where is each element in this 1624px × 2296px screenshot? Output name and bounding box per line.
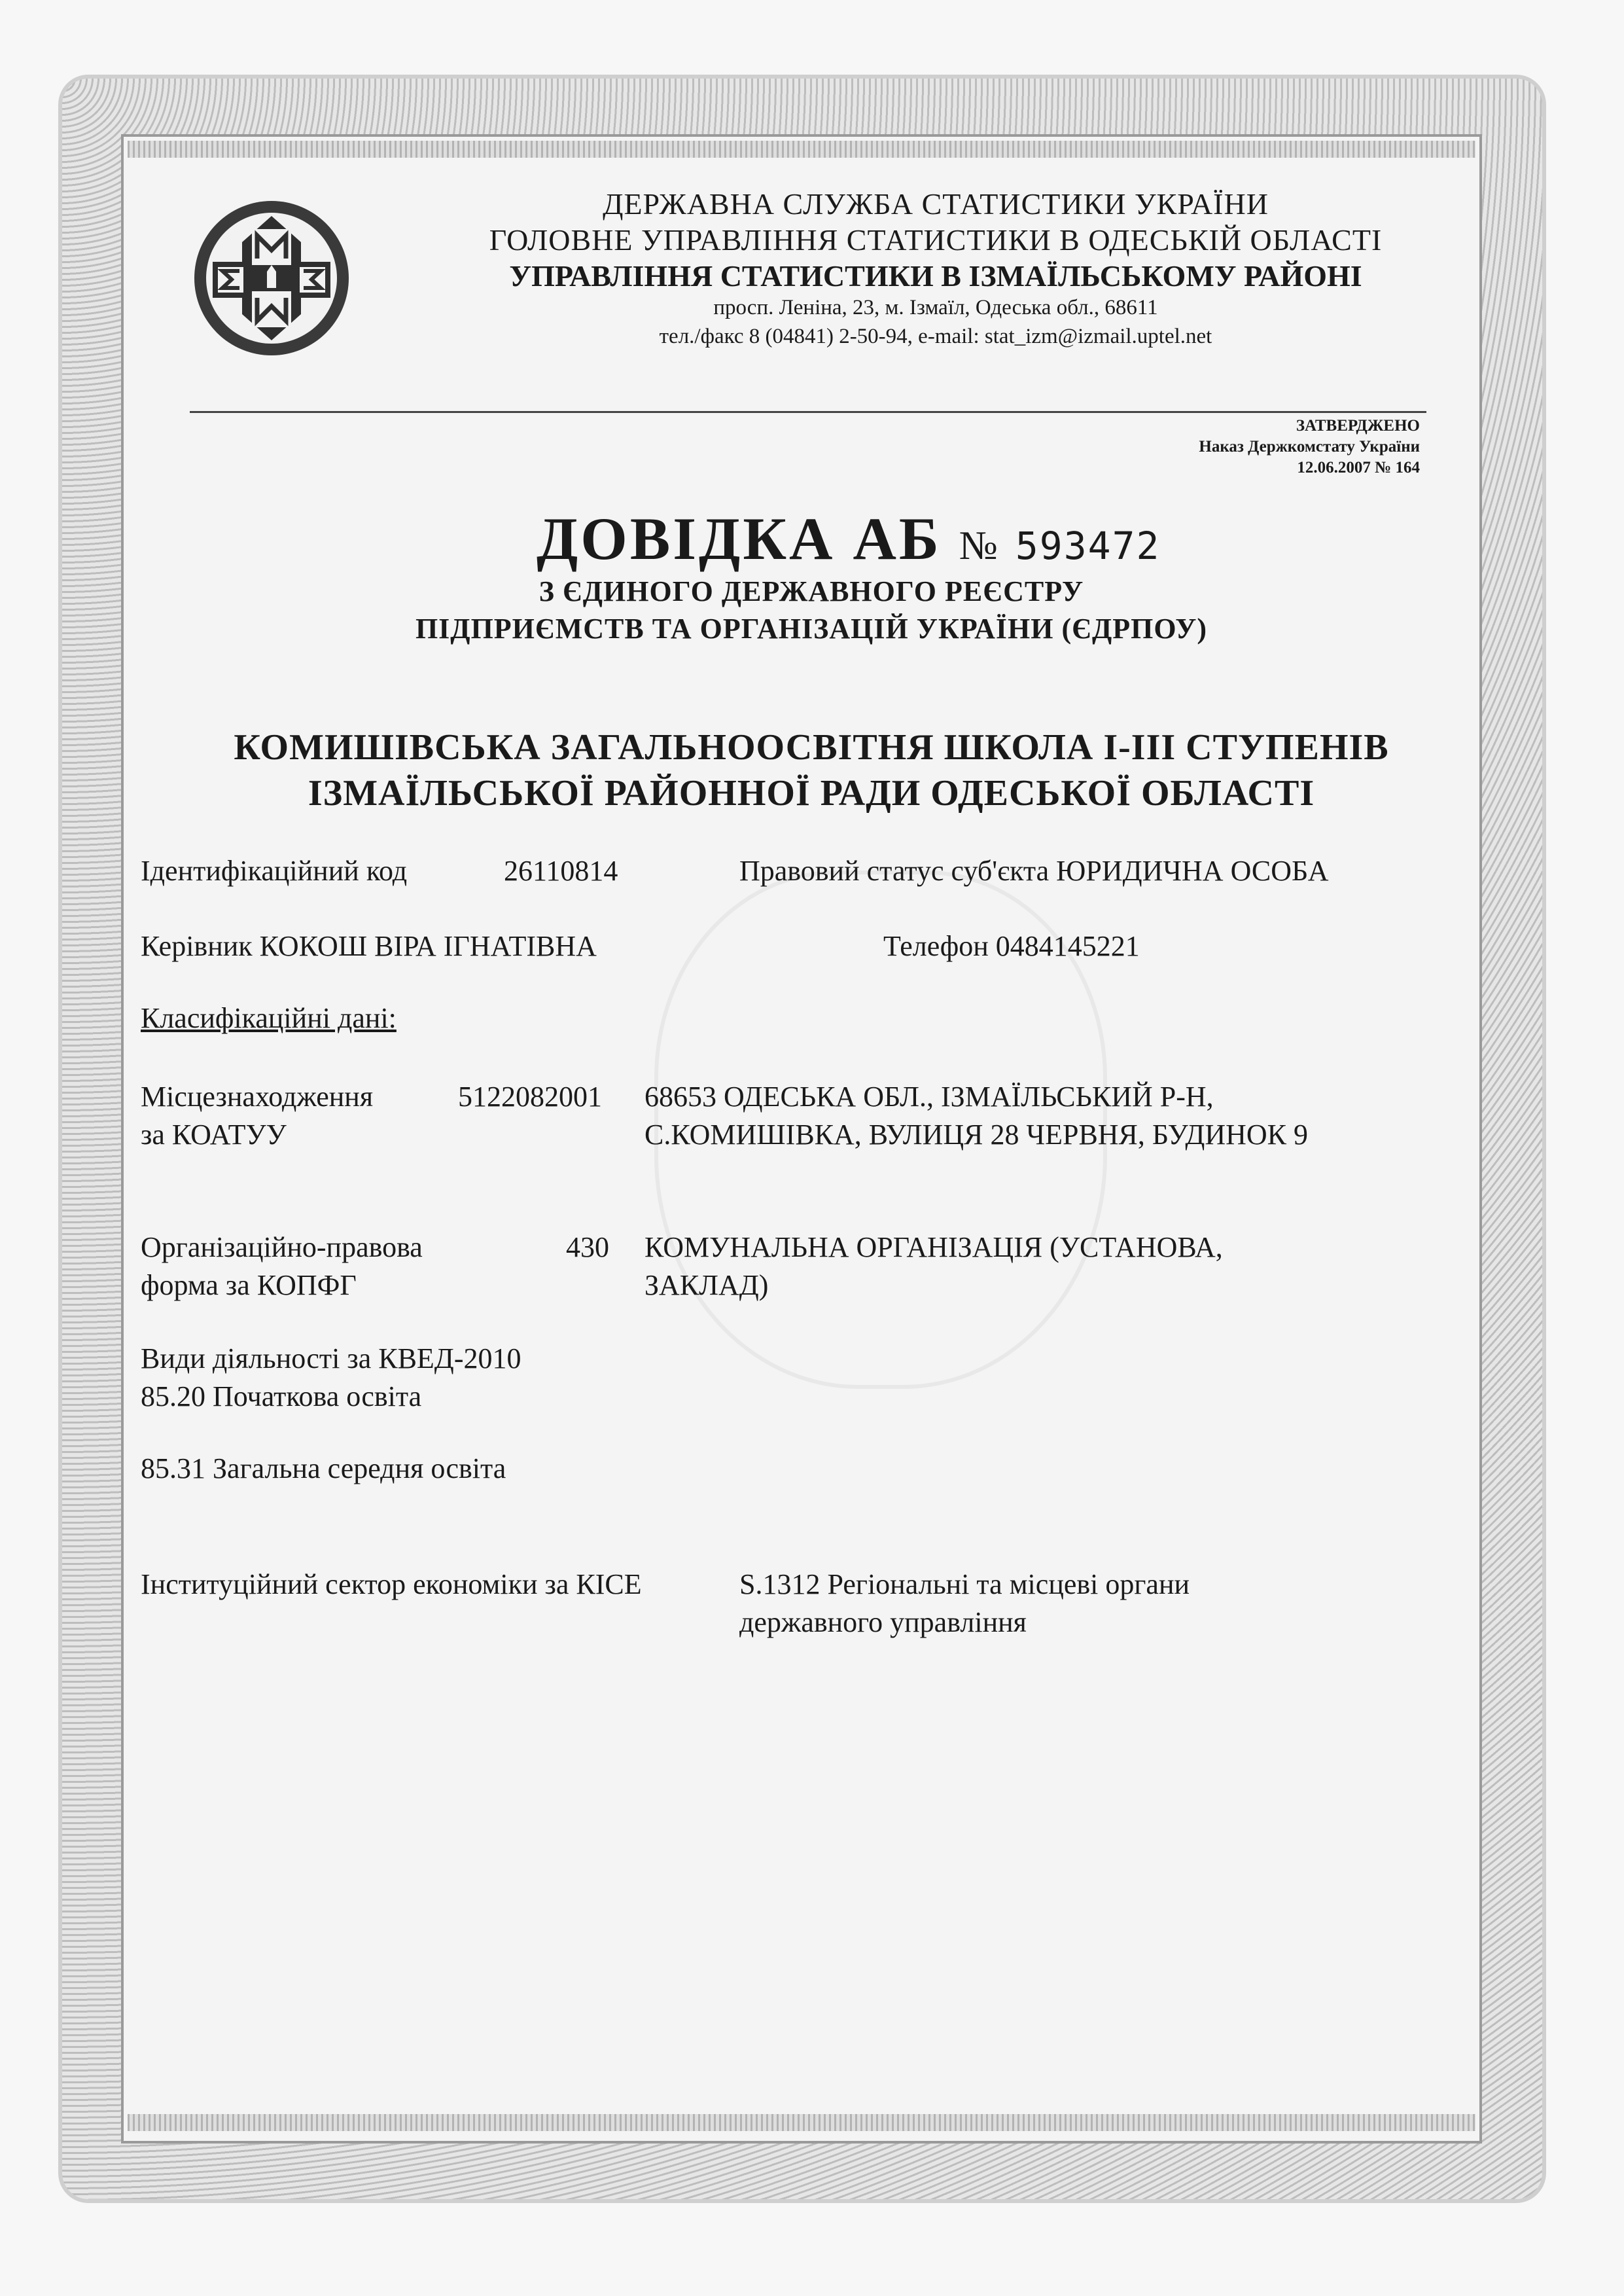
- phone: Телефон 0484145221: [883, 930, 1140, 962]
- org-contacts: тел./факс 8 (04841) 2-50-94, e-mail: stat_izm@izmail.uptel.net: [659, 325, 1212, 348]
- location-label-1: Місцезнаходження: [141, 1081, 374, 1113]
- org-address: просп. Леніна, 23, м. Ізмаїл, Одеська обл., 68611: [713, 296, 1158, 319]
- document-number: 593472: [1015, 524, 1161, 568]
- document-subtitle-2: ПІДПРИЄМСТВ ТА ОРГАНІЗАЦІЙ УКРАЇНИ (ЄДРПОУ): [415, 613, 1208, 645]
- id-code-value: 26110814: [504, 855, 618, 887]
- entity-name-line-1: КОМИШІВСЬКА ЗАГАЛЬНООСВІТНЯ ШКОЛА І-ІІІ СТУПЕНІВ: [234, 727, 1389, 768]
- head-of-entity: Керівник КОКОШ ВІРА ІГНАТІВНА: [141, 930, 597, 962]
- legal-form-value-1: КОМУНАЛЬНА ОРГАНІЗАЦІЯ (УСТАНОВА,: [644, 1231, 1223, 1263]
- org-line-3: УПРАВЛІННЯ СТАТИСТИКИ В ІЗМАЇЛЬСЬКОМУ РАЙОНІ: [509, 259, 1362, 293]
- kved-label: Види діяльності за КВЕД-2010: [141, 1342, 521, 1374]
- koatuu-code: 5122082001: [458, 1081, 602, 1113]
- frame-band-top: [128, 141, 1475, 158]
- kopfg-code: 430: [566, 1231, 609, 1263]
- kise-value-2: державного управління: [739, 1606, 1027, 1638]
- kved-activity-1: 85.20 Початкова освіта: [141, 1380, 422, 1412]
- approved-block: [1112, 416, 1420, 478]
- kise-value-1: S.1312 Регіональні та місцеві органи: [739, 1568, 1190, 1600]
- document-title-text: ДОВІДКА АБ: [537, 505, 942, 572]
- kise-label: Інституційний сектор економіки за КІСЕ: [141, 1568, 642, 1600]
- address-line-1: 68653 ОДЕСЬКА ОБЛ., ІЗМАЇЛЬСЬКИЙ Р-Н,: [644, 1081, 1214, 1113]
- org-line-1: ДЕРЖАВНА СЛУЖБА СТАТИСТИКИ УКРАЇНИ: [603, 187, 1269, 221]
- document-title: [537, 504, 1160, 573]
- header-divider: [190, 411, 1426, 413]
- org-line-2: ГОЛОВНЕ УПРАВЛІННЯ СТАТИСТИКИ В ОДЕСЬКІЙ ОБЛАСТІ: [489, 223, 1383, 257]
- entity-name-line-2: ІЗМАЇЛЬСЬКОЇ РАЙОННОЇ РАДИ ОДЕСЬКОЇ ОБЛАСТІ: [308, 773, 1315, 814]
- legal-status: Правовий статус суб'єкта ЮРИДИЧНА ОСОБА: [739, 855, 1329, 887]
- number-sign: №: [959, 524, 998, 568]
- document-subtitle-1: З ЄДИНОГО ДЕРЖАВНОГО РЕЄСТРУ: [538, 575, 1084, 607]
- classification-heading: Класифікаційні дані:: [141, 1002, 397, 1034]
- kved-activity-2: 85.31 Загальна середня освіта: [141, 1452, 506, 1484]
- approved-line-1: ЗАТВЕРДЖЕНО: [1296, 417, 1420, 435]
- approved-line-3: 12.06.2007 № 164: [1297, 459, 1420, 476]
- frame-band-bottom: [128, 2114, 1475, 2131]
- statistics-emblem-icon: [190, 196, 353, 360]
- location-label-2: за КОАТУУ: [141, 1119, 287, 1151]
- approved-line-2: Наказ Держкомстату України: [1199, 438, 1420, 456]
- legal-form-label-2: форма за КОПФГ: [141, 1269, 357, 1301]
- id-code-label: Ідентифікаційний код: [141, 855, 408, 887]
- address-line-2: С.КОМИШІВКА, ВУЛИЦЯ 28 ЧЕРВНЯ, БУДИНОК 9: [644, 1119, 1309, 1151]
- legal-form-label-1: Організаційно-правова: [141, 1231, 423, 1263]
- legal-form-value-2: ЗАКЛАД): [644, 1269, 769, 1301]
